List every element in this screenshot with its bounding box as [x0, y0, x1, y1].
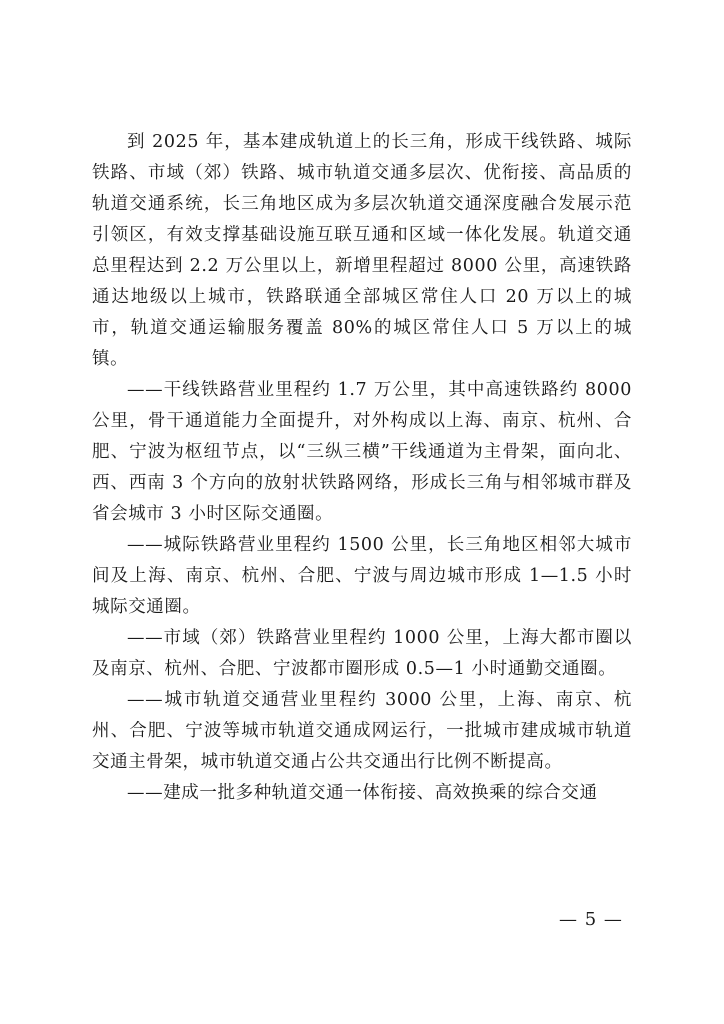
paragraph-trunk-railway: ——干线铁路营业里程约 1.7 万公里，其中高速铁路约 8000 公里，骨干通道能力全面提升，对外构成以上海、南京、杭州、合肥、宁波为枢纽节点，以“三纵三横”干线通道为主骨架，面向北、西、西南 3 个方向的放射状铁路网络，形成长三角与相邻城市群及省会城市 3 小时区际交通圈。 — [92, 380, 632, 524]
paragraph-integrated-hubs: ——建成一批多种轨道交通一体衔接、高效换乘的综合交通 — [127, 783, 598, 803]
paragraph-urban-rail-transit: ——城市轨道交通营业里程约 3000 公里，上海、南京、杭州、合肥、宁波等城市轨道交通成网运行，一批城市建成城市轨道交通主骨架，城市轨道交通占公共交通出行比例不断提高。 — [92, 690, 632, 772]
paragraph-2025-goals: 到 2025 年，基本建成轨道上的长三角，形成干线铁路、城际铁路、市域（郊）铁路、城市轨道交通多层次、优衔接、高品质的轨道交通系统，长三角地区成为多层次轨道交通深度融合发展示范引领区，有效支撑基础设施互联互通和区域一体化发展。轨道交通总里程达到 2.2 万公里以上，新增里程超过 8000 公里，高速铁路通达地级以上城市，铁路联通全部城区常住人口 20 万以上的城市，轨道交通运输服务覆盖 80%的城区常住人口 5 万以上的城镇。 — [92, 132, 632, 369]
paragraph-suburban-railway: ——市域（郊）铁路营业里程约 1000 公里，上海大都市圈以及南京、杭州、合肥、宁波都市圈形成 0.5—1 小时通勤交通圈。 — [92, 628, 632, 679]
page-number: — 5 — — [559, 909, 623, 930]
paragraph-intercity-railway: ——城际铁路营业里程约 1500 公里，长三角地区相邻大城市间及上海、南京、杭州、合肥、宁波与周边城市形成 1—1.5 小时城际交通圈。 — [92, 535, 632, 617]
document-body — [92, 127, 632, 809]
